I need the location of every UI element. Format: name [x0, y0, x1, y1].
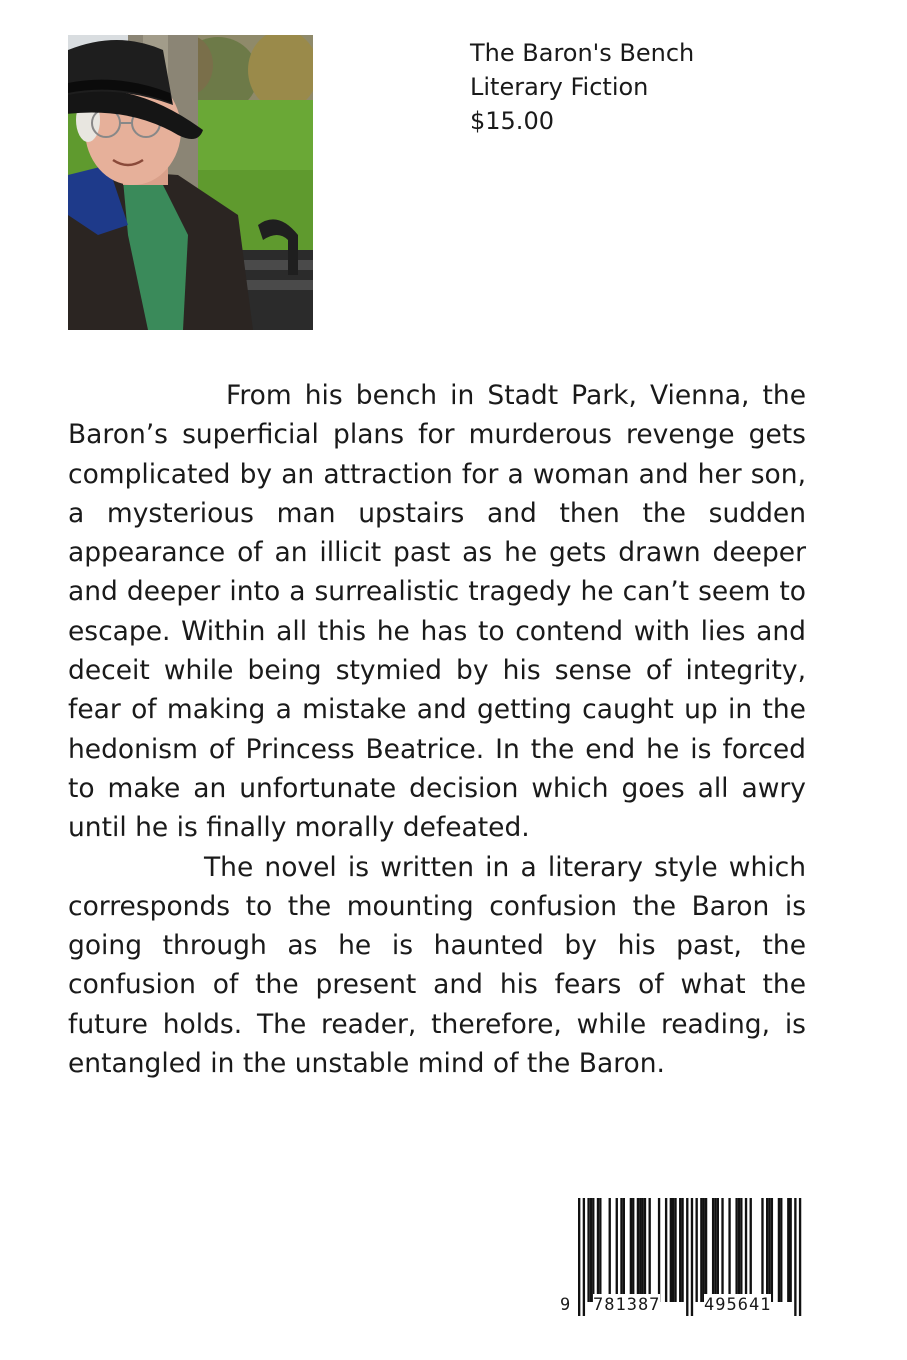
barcode-bar [768, 1198, 770, 1302]
barcode-bar [778, 1198, 780, 1302]
barcode-bar [705, 1198, 707, 1302]
barcode-bar [649, 1198, 651, 1302]
barcode-bar [679, 1198, 681, 1302]
barcode-bar [750, 1198, 752, 1302]
barcode-bar [717, 1198, 719, 1302]
barcode-bar [738, 1198, 740, 1302]
barcode-bar [630, 1198, 632, 1302]
barcode-bar [780, 1198, 782, 1302]
barcode-bar [620, 1198, 622, 1302]
barcode-prefix-digit: 9 [560, 1295, 572, 1315]
book-genre: Literary Fiction [470, 73, 649, 101]
barcode-bar [587, 1198, 589, 1302]
barcode-bar [696, 1198, 698, 1302]
barcode-bar [592, 1198, 594, 1302]
book-price: $15.00 [470, 107, 554, 135]
barcode-bar [712, 1198, 714, 1302]
book-title: The Baron's Bench [470, 39, 695, 67]
barcode-bar [665, 1198, 667, 1302]
book-blurb [68, 376, 806, 1083]
barcode-bar [766, 1198, 768, 1302]
barcode-bar [658, 1198, 660, 1302]
barcode-bar [790, 1198, 792, 1302]
barcode-right-digits: 495641 [704, 1295, 772, 1315]
barcode-bar [644, 1198, 646, 1302]
barcode-bar [623, 1198, 625, 1302]
barcode-bar [632, 1198, 634, 1302]
book-info [470, 36, 694, 138]
barcode-bar [745, 1198, 747, 1302]
barcode-bar [714, 1198, 716, 1302]
author-photo [68, 35, 313, 330]
barcode-bar [787, 1198, 789, 1302]
barcode-bar [740, 1198, 742, 1302]
barcode-bar [674, 1198, 676, 1302]
barcode-bar [672, 1198, 674, 1302]
isbn-barcode [560, 1196, 805, 1320]
barcode-bar [641, 1198, 643, 1302]
barcode-bar [703, 1198, 705, 1302]
barcode-bar [700, 1198, 702, 1302]
barcode-bar [639, 1198, 641, 1302]
barcode-bar [728, 1198, 730, 1302]
barcode-bar [637, 1198, 639, 1302]
blurb-paragraph: The novel is written in a literary style which corresponds to the mounting confusion the Baron is going through as he is haunted by his past, the confusion of the present and his fears of what the future holds. The reader, therefore, while reading, is entangled in the unstable mind of the Baron. [68, 851, 806, 1080]
barcode-bar [721, 1198, 723, 1302]
barcode-bar [616, 1198, 618, 1302]
barcode-bar [590, 1198, 592, 1302]
barcode-bar [681, 1198, 683, 1302]
barcode-left-digits: 781387 [593, 1295, 661, 1315]
barcode-bar [670, 1198, 672, 1302]
barcode-bar [597, 1198, 599, 1302]
barcode-bar [735, 1198, 737, 1302]
barcode-bar [771, 1198, 773, 1302]
barcode-bar [761, 1198, 763, 1302]
blurb-paragraph: From his bench in Stadt Park, Vienna, the Baron’s superficial plans for murderous revenge gets complicated by an attraction for a woman and her son, a mysterious man upstairs and then the sudden appearance of an illicit past as he gets drawn deeper and deeper into a surrealistic tragedy he can’t seem to escape. Within all this he has to contend with lies and deceit while being stymied by his sense of integrity, fear of making a mistake and getting caught up in the hedonism of Princess Beatrice. In the end he is forced to make an unfortunate decision which goes all awry until he is finally morally defeated. [68, 380, 806, 844]
barcode-bar [609, 1198, 611, 1302]
barcode-bar [599, 1198, 601, 1302]
